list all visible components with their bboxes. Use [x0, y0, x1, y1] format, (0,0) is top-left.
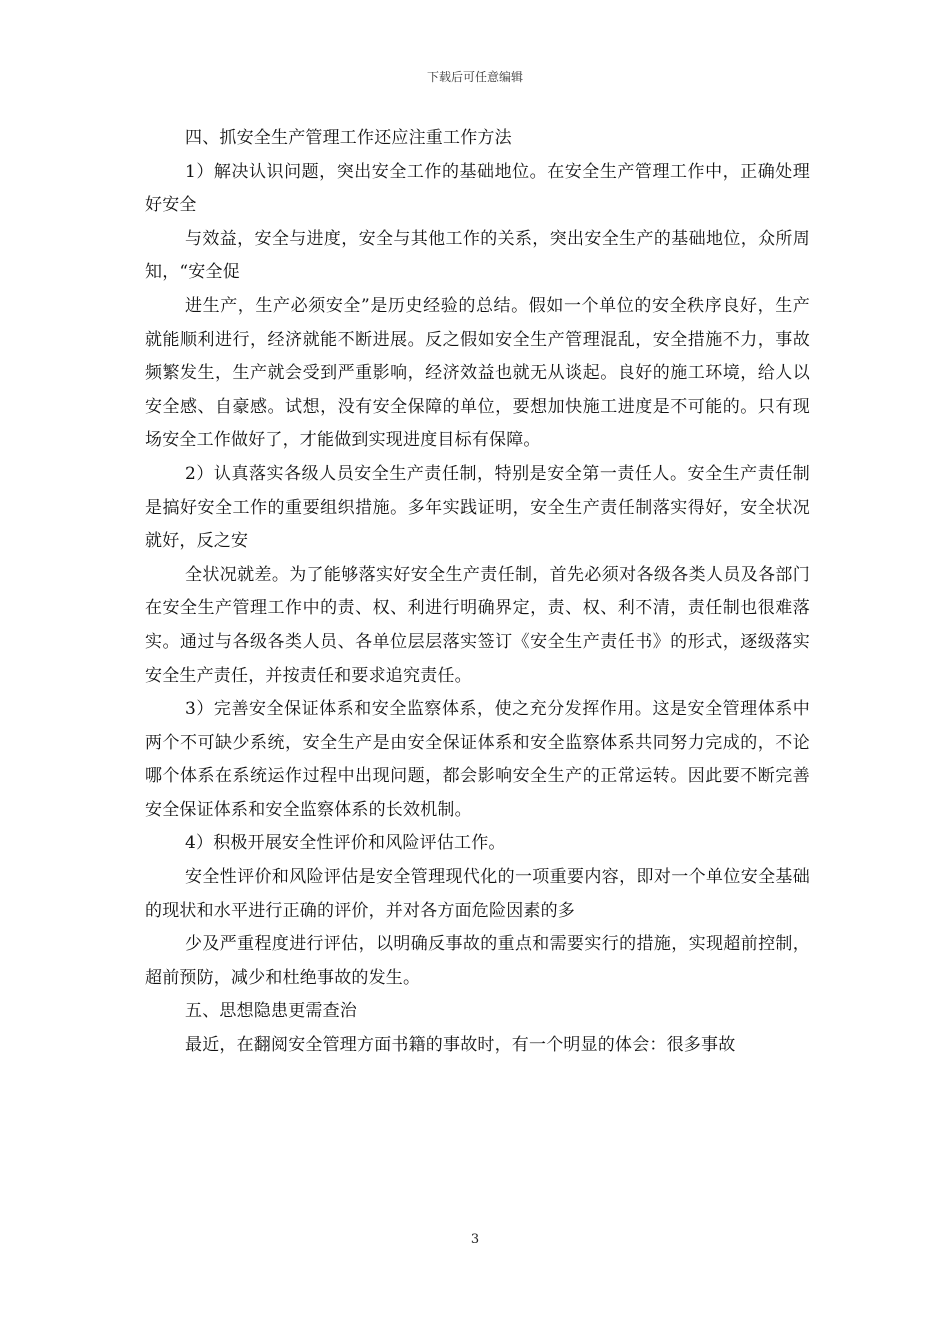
paragraph-item-4-body-cont: 少及严重程度进行评估，以明确反事故的重点和需要实行的措施，实现超前控制，超前预防，减少和杜绝事故的发生。 [145, 934, 810, 988]
paragraph-item-4-body: 安全性评价和风险评估是安全管理现代化的一项重要内容，即对一个单位安全基础的现状和水平进行正确的评价，并对各方面危险因素的多 [145, 867, 810, 921]
paragraph-item-2: 2）认真落实各级人员安全生产责任制，特别是安全第一责任人。安全生产责任制是搞好安全工作的重要组织措施。多年实践证明，安全生产责任制落实得好，安全状况就好，反之安 [145, 463, 810, 552]
paragraph-item-2-cont: 全状况就差。为了能够落实好安全生产责任制，首先必须对各级各类人员及各部门在安全生产管理工作中的责、权、利进行明确界定，责、权、利不清，责任制也很难落实。通过与各级各类人员、各单位层层落实签订《安全生产责任书》的形式，逐级落实安全生产责任，并按责任和要求追究责任。 [145, 564, 810, 686]
document-body [145, 122, 810, 1063]
paragraph-item-1: 1）解决认识问题，突出安全工作的基础地位。在安全生产管理工作中，正确处理好安全 [145, 161, 810, 216]
page-number: 3 [470, 1232, 480, 1247]
paragraph-item-1-cont2: 进生产，生产必须安全”是历史经验的总结。假如一个单位的安全秩序良好，生产就能顺利进行，经济就能不断进展。反之假如安全生产管理混乱，安全措施不力，事故频繁发生，生产就会受到严重影响，经济效益也就无从谈起。良好的施工环境，给人以安全感、自豪感。试想，没有安全保障的单位，要想加快施工进度是不可能的。只有现场安全工作做好了，才能做到实现进度目标有保障。 [145, 295, 810, 451]
paragraph-section-5: 最近，在翻阅安全管理方面书籍的事故时，有一个明显的体会：很多事故 [185, 1035, 736, 1056]
paragraph-item-4: 4）积极开展安全性评价和风险评估工作。 [185, 833, 506, 854]
paragraph-item-1-cont: 与效益，安全与进度，安全与其他工作的关系，突出安全生产的基础地位，众所周知，“安全促 [145, 228, 810, 283]
page-header-note: 下载后可任意编辑 [426, 70, 523, 84]
section-heading-5: 五、思想隐患更需查治 [185, 1001, 357, 1022]
section-heading-4: 四、抓安全生产管理工作还应注重工作方法 [185, 128, 512, 148]
paragraph-item-3: 3）完善安全保证体系和安全监察体系，使之充分发挥作用。这是安全管理体系中两个不可缺少系统，安全生产是由安全保证体系和安全监察体系共同努力完成的，不论哪个体系在系统运作过程中出现问题，都会影响安全生产的正常运转。因此要不断完善安全保证体系和安全监察体系的长效机制。 [145, 699, 810, 820]
